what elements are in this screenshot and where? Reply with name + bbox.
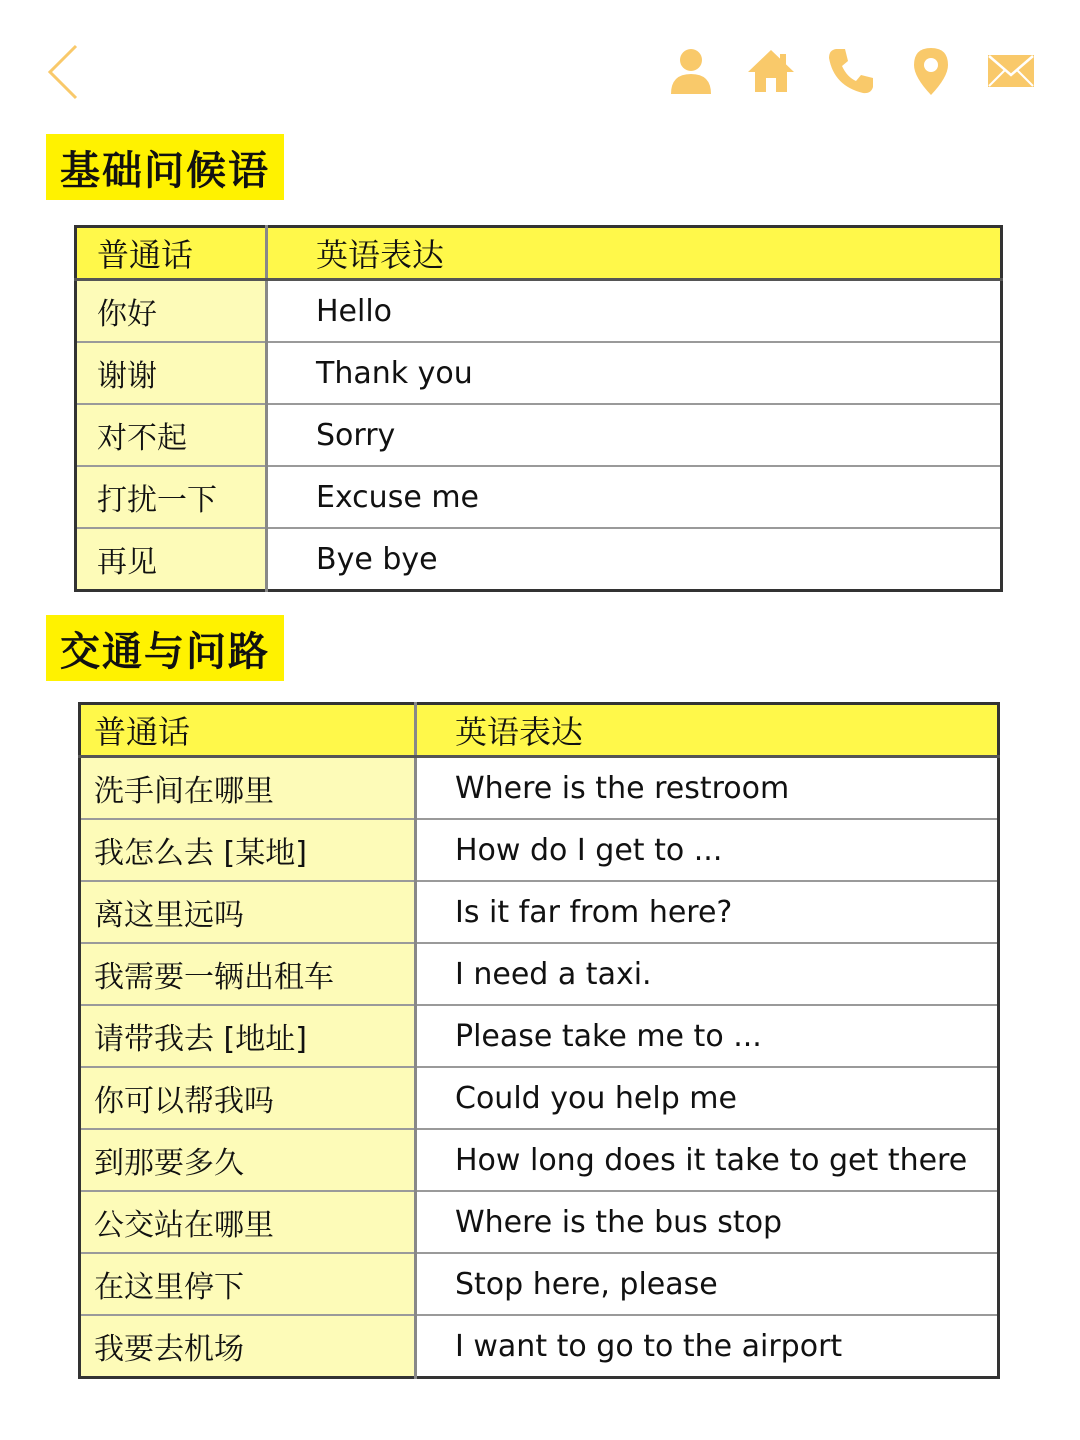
table-row: [76, 342, 1002, 404]
top-toolbar: [666, 46, 1036, 96]
english-cell: Is it far from here?: [416, 881, 999, 943]
column-header-english: 英语表达: [267, 227, 1002, 280]
table-row: [80, 1191, 999, 1253]
location-pin-icon[interactable]: [906, 46, 956, 96]
table-row: [76, 280, 1002, 343]
table-header-row: [80, 704, 999, 757]
section-title-transport: 交通与问路: [46, 615, 284, 681]
column-header-mandarin: 普通话: [80, 704, 416, 757]
english-cell: Where is the bus stop: [416, 1191, 999, 1253]
english-cell: How long does it take to get there: [416, 1129, 999, 1191]
column-header-mandarin: 普通话: [76, 227, 267, 280]
english-cell: Please take me to ...: [416, 1005, 999, 1067]
phone-icon[interactable]: [826, 46, 876, 96]
table-row: [80, 943, 999, 1005]
mandarin-cell: 请带我去 [地址]: [80, 1005, 416, 1067]
section-title-greetings: 基础问候语: [46, 134, 284, 200]
english-cell: Hello: [267, 280, 1002, 343]
table-row: [80, 1129, 999, 1191]
mandarin-cell: 我要去机场: [80, 1315, 416, 1378]
mandarin-cell: 离这里远吗: [80, 881, 416, 943]
mandarin-cell: 洗手间在哪里: [80, 757, 416, 820]
greetings-table: [74, 225, 1003, 592]
english-cell: I need a taxi.: [416, 943, 999, 1005]
english-cell: Where is the restroom: [416, 757, 999, 820]
table-row: [80, 819, 999, 881]
table-row: [76, 404, 1002, 466]
table-row: [80, 1067, 999, 1129]
mandarin-cell: 我需要一辆出租车: [80, 943, 416, 1005]
english-cell: Stop here, please: [416, 1253, 999, 1315]
english-cell: How do I get to ...: [416, 819, 999, 881]
table-row: [76, 466, 1002, 528]
table-row: [80, 1315, 999, 1378]
mandarin-cell: 公交站在哪里: [80, 1191, 416, 1253]
mandarin-cell: 再见: [76, 528, 267, 591]
mandarin-cell: 你好: [76, 280, 267, 343]
mandarin-cell: 谢谢: [76, 342, 267, 404]
english-cell: Sorry: [267, 404, 1002, 466]
column-header-english: 英语表达: [416, 704, 999, 757]
home-icon[interactable]: [746, 46, 796, 96]
table-row: [80, 1005, 999, 1067]
mandarin-cell: 我怎么去 [某地]: [80, 819, 416, 881]
table-row: [80, 1253, 999, 1315]
mandarin-cell: 对不起: [76, 404, 267, 466]
table-row: [80, 757, 999, 820]
transport-table: [78, 702, 1000, 1379]
english-cell: Bye bye: [267, 528, 1002, 591]
english-cell: I want to go to the airport: [416, 1315, 999, 1378]
mail-icon[interactable]: [986, 46, 1036, 96]
mandarin-cell: 到那要多久: [80, 1129, 416, 1191]
mandarin-cell: 你可以帮我吗: [80, 1067, 416, 1129]
back-button[interactable]: [40, 40, 96, 104]
english-cell: Excuse me: [267, 466, 1002, 528]
english-cell: Could you help me: [416, 1067, 999, 1129]
mandarin-cell: 打扰一下: [76, 466, 267, 528]
mandarin-cell: 在这里停下: [80, 1253, 416, 1315]
table-row: [80, 881, 999, 943]
user-icon[interactable]: [666, 46, 716, 96]
table-header-row: [76, 227, 1002, 280]
chevron-left-icon: [40, 40, 96, 104]
table-row: [76, 528, 1002, 591]
english-cell: Thank you: [267, 342, 1002, 404]
